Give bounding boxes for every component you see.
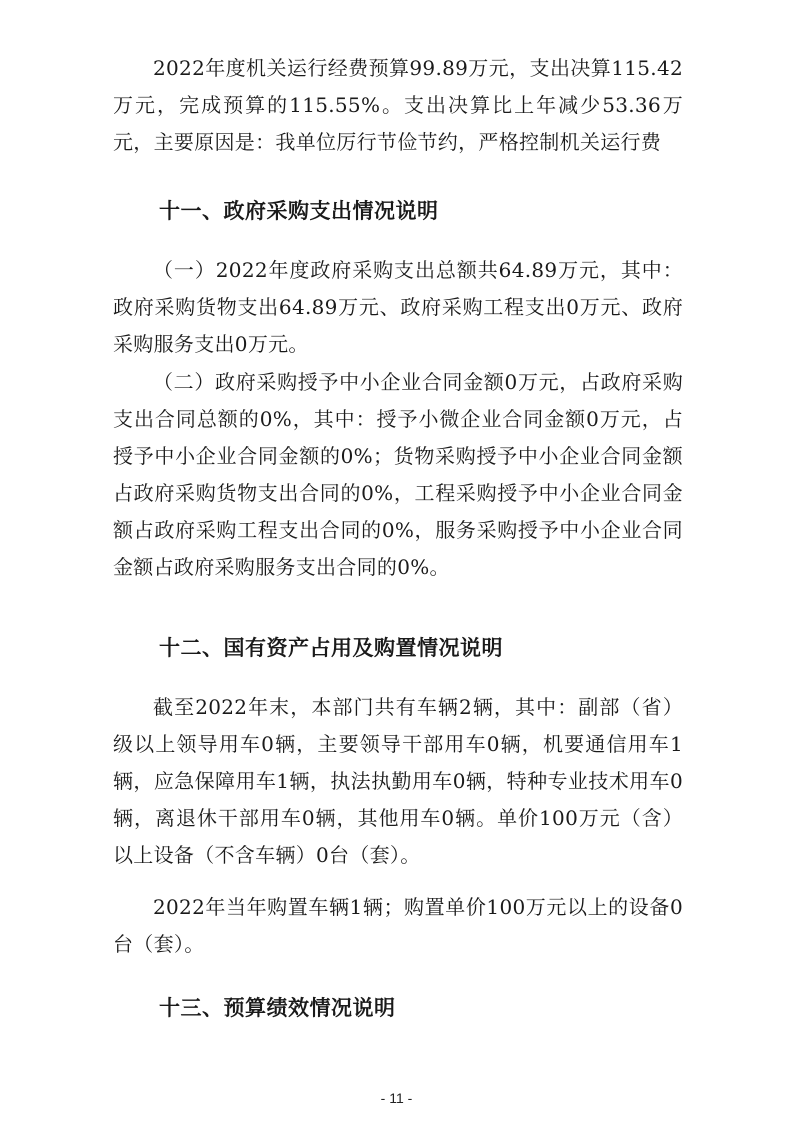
paragraph-purchases: 2022年当年购置车辆1辆；购置单价100万元以上的设备0台（套）。 — [113, 895, 683, 956]
paragraph-operating-expenses: 2022年度机关运行经费预算99.89万元，支出决算115.42万元，完成预算的115.55%。支出决算比上年减少53.36万元，主要原因是：我单位厉行节俭节约，严格控制机关运行费 — [113, 56, 683, 154]
section-heading-procurement: 十一、政府采购支出情况说明 — [159, 199, 439, 223]
paragraph-procurement-total: （一）2022年度政府采购支出总额共64.89万元，其中：政府采购货物支出64.89万元、政府采购工程支出0万元、政府采购服务支出0万元。 — [113, 258, 683, 356]
section-heading-assets: 十二、国有资产占用及购置情况说明 — [159, 636, 503, 660]
paragraph-vehicles: 截至2022年末，本部门共有车辆2辆，其中：副部（省）级以上领导用车0辆，主要领导干部用车0辆，机要通信用车1辆，应急保障用车1辆，执法执勤用车0辆，特种专业技术用车0辆，离退休干部用车0辆，其他用车0辆。单价100万元（含）以上设备（不含车辆）0台（套）。 — [113, 695, 683, 867]
section-heading-performance: 十三、预算绩效情况说明 — [159, 996, 396, 1020]
page-number: - 11 - — [380, 1090, 413, 1106]
paragraph-procurement-sme: （二）政府采购授予中小企业合同金额0万元，占政府采购支出合同总额的0%，其中：授予小微企业合同金额0万元，占授予中小企业合同金额的0%；货物采购授予中小企业合同金额占政府采购货物支出合同的0%，工程采购授予中小企业合同金额占政府采购工程支出合同的0%，服务采购授予中小企业合同金额占政府采购服务支出合同的0%。 — [113, 370, 683, 579]
